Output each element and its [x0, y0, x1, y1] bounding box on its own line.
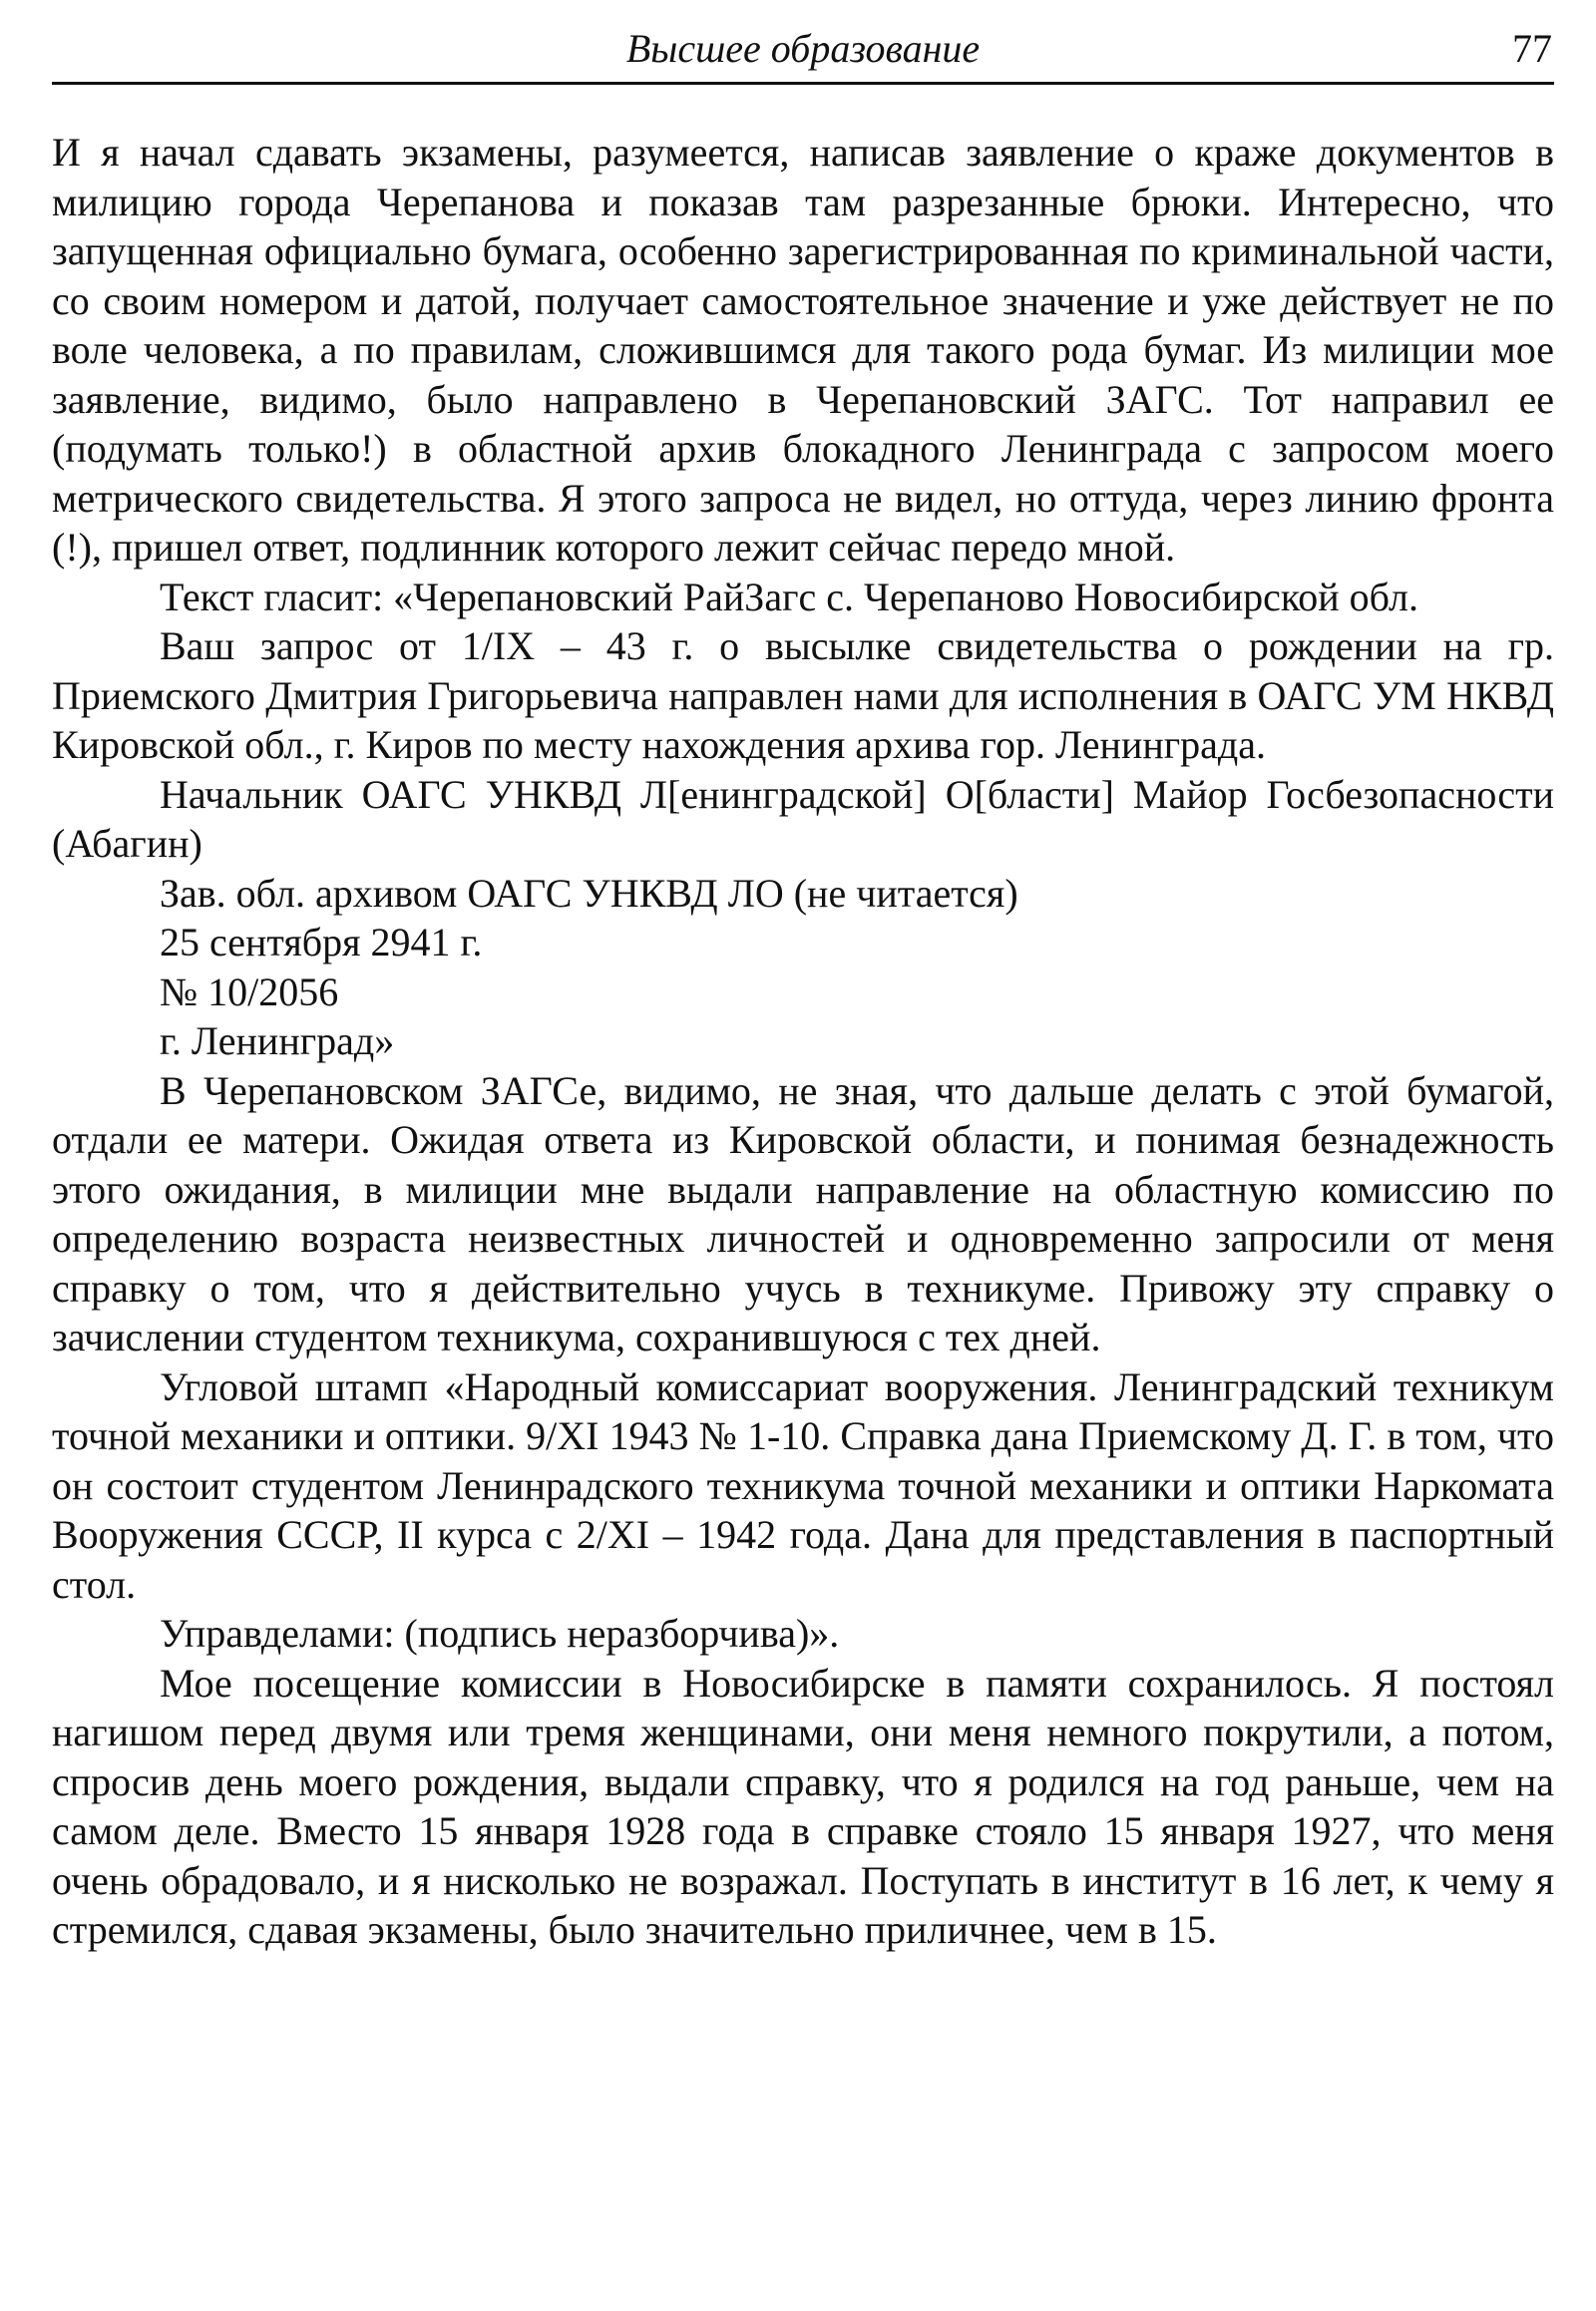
- document-line: № 10/2056: [160, 968, 339, 1014]
- paragraph: В Черепановском ЗАГСе, видимо, не зная, что дальше делать с этой бумагой, отдали ее матери. Ожидая ответа из Кировской области, и понимая безнадежность этого ожидания, в милиции мне выдали направление на областную комиссию по определению возраста неизвестных личностей и одновременно запросили от меня справку о том, что я действительно учусь в техникуме. Привожу эту справку о зачислении студентом техникума, сохранившуюся с тех дней.: [52, 1067, 1554, 1359]
- document-line: Управделами: (подпись неразборчива)».: [160, 1611, 840, 1656]
- paragraph: Мое посещение комиссии в Новосибирске в памяти сохранилось. Я постоял нагишом перед двумя или тремя женщинами, они меня немного покрутили, а потом, спросив день моего рождения, выдали справку, что я родился на год раньше, чем на самом деле. Вместо 15 января 1928 года в справке стояло 15 января 1927, что меня очень обрадовало, и я нисколько не возражал. Поступать в институт в 16 лет, к чему я стремился, сдавая экзамены, было значительно приличнее, чем в 15.: [52, 1660, 1554, 1952]
- page-number: 77: [1512, 26, 1552, 71]
- body-text: [52, 128, 1554, 1955]
- paragraph: Угловой штамп «Народный комиссариат вооружения. Ленинградский техникум точной механики и оптики. 9/XI 1943 № 1-10. Справка дана Приемскому Д. Г. в том, что он состоит студентом Ленинрадского техникума точной механики и оптики Наркомата Вооружения СССР, II курса с 2/XI – 1942 года. Дана для представления в паспортный стол.: [52, 1363, 1554, 1607]
- paragraph: Ваш запрос от 1/IX – 43 г. о высылке свидетельства о рождении на гр. Приемского Дмитрия Григорьевича направлен нами для исполнения в ОАГС УМ НКВД Кировской обл., г. Киров по месту нахождения архива гор. Ленинграда.: [52, 623, 1554, 767]
- page-header: [52, 22, 1554, 85]
- document-line: 25 сентября 2941 г.: [160, 920, 483, 964]
- book-page: [52, 0, 1554, 2311]
- running-title: Высшее образование: [625, 26, 981, 71]
- paragraph: Начальник ОАГС УНКВД Л[енинградской] О[бласти] Майор Госбезопасности (Абагин): [52, 771, 1554, 866]
- document-line: Зав. обл. архивом ОАГС УНКВД ЛО (не читается): [160, 870, 1018, 916]
- document-line: г. Ленинград»: [160, 1018, 395, 1063]
- paragraph: Текст гласит: «Черепановский РайЗагс с. Черепаново Новосибирской обл.: [160, 574, 1418, 619]
- paragraph: И я начал сдавать экзамены, разумеется, написав заявление о краже документов в милицию города Черепанова и показав там разрезанные брюки. Интересно, что запущенная официально бумага, особенно зарегистрированная по криминальной части, со своим номером и датой, получает самостоятельное значение и уже действует не по воле человека, а по правилам, сложившимся для такого рода бумаг. Из милиции мое заявление, видимо, было направлено в Черепановский ЗАГС. Тот направил ее (подумать только!) в областной архив блокадного Ленинграда с запросом моего метрического свидетельства. Я этого запроса не видел, но оттуда, через линию фронта (!), пришел ответ, подлинник которого лежит сейчас передо мной.: [52, 130, 1554, 570]
